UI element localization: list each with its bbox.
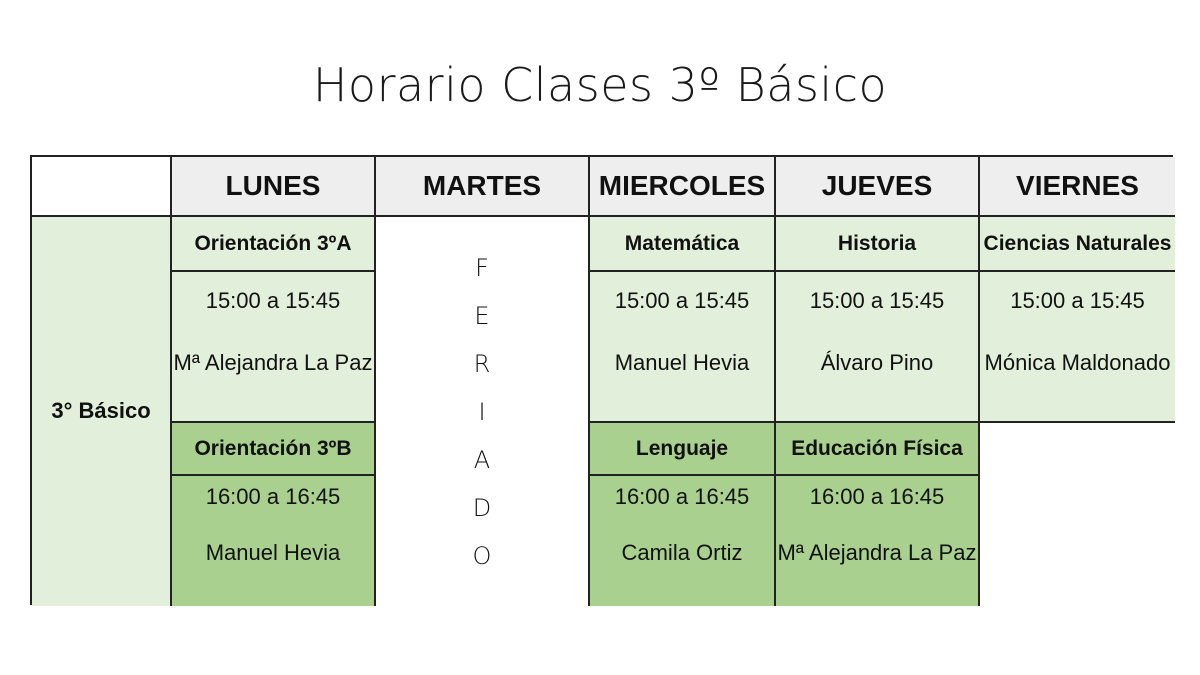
subject-jueves-1: Historia: [774, 215, 978, 270]
class-time: 15:00 a 15:45: [614, 288, 750, 313]
feriado-letter: I: [478, 397, 486, 426]
teacher-name: Álvaro Pino: [820, 350, 934, 376]
header-jueves: JUEVES: [774, 157, 978, 215]
subject-miercoles-2: Lenguaje: [588, 421, 774, 474]
subject-viernes-1: Ciencias Naturales: [978, 215, 1175, 270]
class-info-lunes-1: [170, 270, 374, 421]
corner-cell: [32, 157, 170, 215]
class-info-viernes-1: [978, 270, 1175, 421]
class-time: 15:00 a 15:45: [1010, 288, 1145, 313]
header-martes: MARTES: [374, 157, 588, 215]
teacher-name: Manuel Hevia: [205, 540, 341, 566]
feriado-letter: F: [475, 253, 489, 282]
class-info-jueves-2: [774, 474, 978, 606]
teacher-name: Camila Ortiz: [621, 540, 743, 566]
schedule-table: [30, 155, 1173, 605]
class-time: 16:00 a 16:45: [809, 484, 945, 509]
teacher-name: Mª Alejandra La Paz: [173, 350, 373, 376]
class-time: 15:00 a 15:45: [809, 288, 945, 313]
class-time: 15:00 a 15:45: [205, 288, 341, 313]
header-viernes: VIERNES: [978, 157, 1175, 215]
subject-miercoles-1: Matemática: [588, 215, 774, 270]
subject-jueves-2: Educación Física: [774, 421, 978, 474]
class-info-miercoles-2: [588, 474, 774, 606]
teacher-name: Mónica Maldonado: [984, 350, 1171, 376]
page-title: Horario Clases 3º Básico: [312, 58, 888, 112]
class-time: 16:00 a 16:45: [614, 484, 750, 509]
feriado-letter: R: [473, 349, 491, 378]
row-label-3-basico: 3° Básico: [32, 215, 170, 606]
feriado-letter: D: [472, 493, 492, 522]
class-info-miercoles-1: [588, 270, 774, 421]
feriado-letter: A: [473, 445, 491, 474]
header-miercoles: MIERCOLES: [588, 157, 774, 215]
teacher-name: Manuel Hevia: [614, 350, 750, 376]
feriado-letter: O: [472, 541, 492, 570]
header-lunes: LUNES: [170, 157, 374, 215]
class-info-lunes-2: [170, 474, 374, 606]
subject-lunes-2: Orientación 3ºB: [170, 421, 374, 474]
teacher-name: Mª Alejandra La Paz: [777, 540, 977, 566]
feriado-letter: E: [474, 301, 490, 330]
feriado-cell: [374, 215, 588, 606]
empty-viernes-2: [978, 421, 1175, 606]
subject-lunes-1: Orientación 3ºA: [170, 215, 374, 270]
class-info-jueves-1: [774, 270, 978, 421]
class-time: 16:00 a 16:45: [205, 484, 341, 509]
